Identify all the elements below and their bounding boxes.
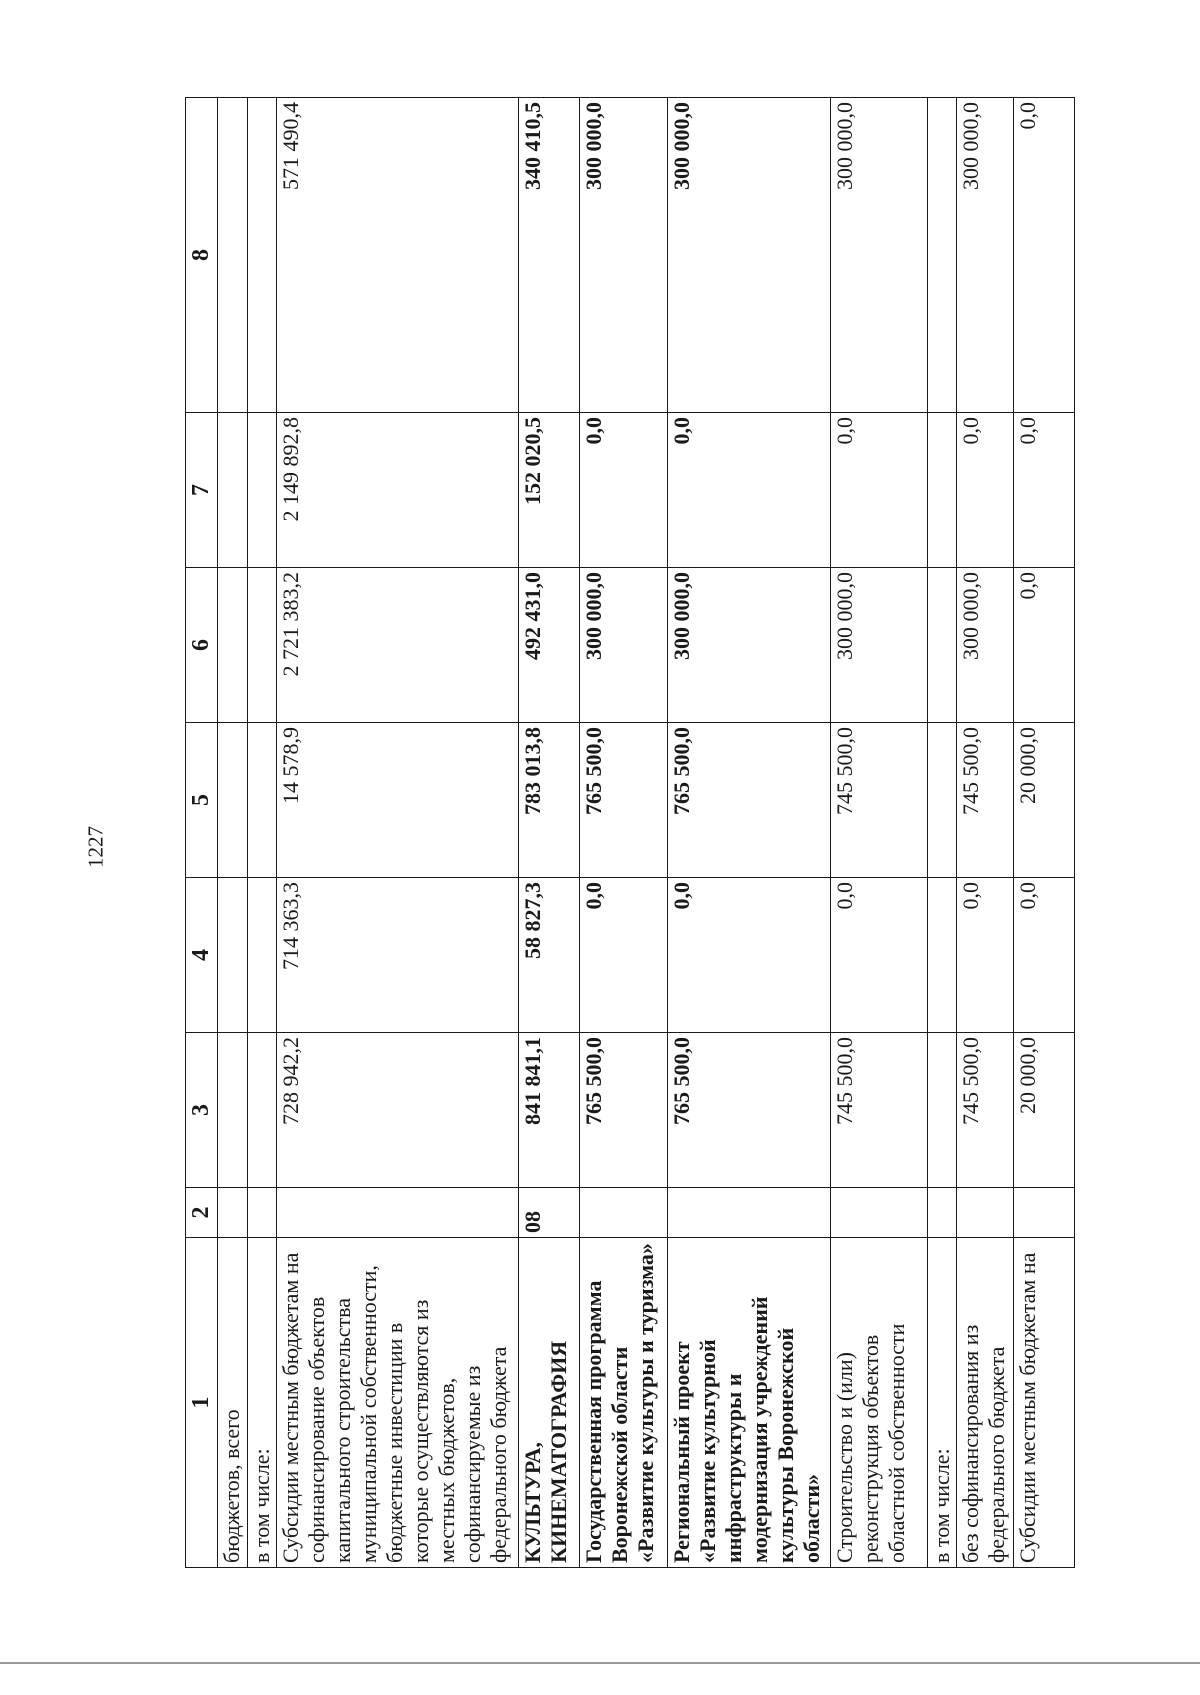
amount-cell: 728 942,2: [277, 1033, 519, 1188]
amount-cell: 783 013,8: [519, 723, 580, 878]
amount-cell: [247, 878, 277, 1033]
amount-cell: 745 500,0: [830, 723, 927, 878]
amount-cell: 745 500,0: [957, 1033, 1013, 1188]
row-label-cell: Региональный проект «Развитие культурной инфраструктуры и модернизация учреждений культуры Воронежской области»: [668, 1238, 830, 1568]
page-bottom-rule: [0, 1662, 1200, 1664]
amount-cell: 0,0: [1013, 878, 1074, 1033]
amount-cell: 300 000,0: [830, 98, 927, 413]
table-row: [580, 98, 668, 1568]
row-label-cell: Субсидии местным бюджетам на: [1013, 1238, 1074, 1568]
amount-cell: 765 500,0: [668, 1033, 830, 1188]
amount-cell: 765 500,0: [580, 723, 668, 878]
amount-cell: 20 000,0: [1013, 1033, 1074, 1188]
amount-cell: 0,0: [668, 878, 830, 1033]
table-row: [668, 98, 830, 1568]
amount-cell: 765 500,0: [668, 723, 830, 878]
amount-cell: 841 841,1: [519, 1033, 580, 1188]
column-header: 7: [186, 413, 218, 568]
amount-cell: 745 500,0: [957, 723, 1013, 878]
section-code-cell: [218, 1188, 248, 1238]
amount-cell: 0,0: [580, 878, 668, 1033]
amount-cell: [218, 413, 248, 568]
amount-cell: 745 500,0: [830, 1033, 927, 1188]
row-label-cell: Строительство и (или) реконструкция объектов областной собственности: [830, 1238, 927, 1568]
amount-cell: [927, 98, 957, 413]
column-header: 4: [186, 878, 218, 1033]
row-label-cell: КУЛЬТУРА, КИНЕМАТОГРАФИЯ: [519, 1238, 580, 1568]
column-header: 6: [186, 568, 218, 723]
amount-cell: [247, 98, 277, 413]
amount-cell: [218, 1033, 248, 1188]
table-header-row: [186, 98, 218, 1568]
amount-cell: [218, 723, 248, 878]
column-header: 5: [186, 723, 218, 878]
column-header: 1: [186, 1238, 218, 1568]
amount-cell: [247, 1033, 277, 1188]
amount-cell: 0,0: [1013, 98, 1074, 413]
section-code-cell: [957, 1188, 1013, 1238]
amount-cell: 765 500,0: [580, 1033, 668, 1188]
row-label-cell: без софинансирования из федерального бюджета: [957, 1238, 1013, 1568]
amount-cell: 300 000,0: [580, 98, 668, 413]
table-body: [218, 98, 1075, 1568]
amount-cell: 0,0: [830, 878, 927, 1033]
table-row: [218, 98, 248, 1568]
amount-cell: 0,0: [957, 878, 1013, 1033]
table-row: [247, 98, 277, 1568]
amount-cell: [927, 1033, 957, 1188]
amount-cell: [218, 878, 248, 1033]
section-code-cell: [580, 1188, 668, 1238]
row-label-cell: в том числе:: [247, 1238, 277, 1568]
row-label-cell: Государственная программа Воронежской области «Развитие культуры и туризма»: [580, 1238, 668, 1568]
amount-cell: [927, 568, 957, 723]
amount-cell: [218, 568, 248, 723]
amount-cell: 300 000,0: [957, 98, 1013, 413]
section-code-cell: [668, 1188, 830, 1238]
table-row: [519, 98, 580, 1568]
page-number: 1227: [83, 826, 108, 868]
amount-cell: 0,0: [1013, 413, 1074, 568]
amount-cell: 20 000,0: [1013, 723, 1074, 878]
amount-cell: 0,0: [1013, 568, 1074, 723]
amount-cell: 340 410,5: [519, 98, 580, 413]
amount-cell: [218, 98, 248, 413]
section-code-cell: [927, 1188, 957, 1238]
row-label-cell: бюджетов, всего: [218, 1238, 248, 1568]
amount-cell: 2 721 383,2: [277, 568, 519, 723]
amount-cell: [927, 723, 957, 878]
section-code-cell: [1013, 1188, 1074, 1238]
amount-cell: 14 578,9: [277, 723, 519, 878]
amount-cell: 0,0: [957, 413, 1013, 568]
amount-cell: 300 000,0: [668, 98, 830, 413]
amount-cell: 714 363,3: [277, 878, 519, 1033]
section-code-cell: [277, 1188, 519, 1238]
amount-cell: 300 000,0: [830, 568, 927, 723]
amount-cell: 300 000,0: [668, 568, 830, 723]
amount-cell: 58 827,3: [519, 878, 580, 1033]
amount-cell: [927, 878, 957, 1033]
column-header: 2: [186, 1188, 218, 1238]
amount-cell: 152 020,5: [519, 413, 580, 568]
table-row: [957, 98, 1013, 1568]
amount-cell: 300 000,0: [957, 568, 1013, 723]
amount-cell: 0,0: [668, 413, 830, 568]
table-row: [927, 98, 957, 1568]
amount-cell: 300 000,0: [580, 568, 668, 723]
amount-cell: 2 149 892,8: [277, 413, 519, 568]
table-row: [830, 98, 927, 1568]
section-code-cell: 08: [519, 1188, 580, 1238]
rotated-table-frame: [185, 98, 1075, 1568]
amount-cell: 492 431,0: [519, 568, 580, 723]
row-label-cell: Субсидии местным бюджетам на софинансирование объектов капитального строительства муниципальной собственности, бюджетные инвестиции в которые осуществляются из местных бюджетов, софинансируемые из федерального бюджета: [277, 1238, 519, 1568]
table-row: [1013, 98, 1074, 1568]
amount-cell: [247, 723, 277, 878]
table-row: [277, 98, 519, 1568]
budget-table: [185, 97, 1075, 1568]
section-code-cell: [830, 1188, 927, 1238]
amount-cell: [247, 413, 277, 568]
column-header: 8: [186, 98, 218, 413]
amount-cell: [927, 413, 957, 568]
amount-cell: [247, 568, 277, 723]
row-label-cell: в том числе:: [927, 1238, 957, 1568]
amount-cell: 0,0: [580, 413, 668, 568]
amount-cell: 571 490,4: [277, 98, 519, 413]
section-code-cell: [247, 1188, 277, 1238]
column-header: 3: [186, 1033, 218, 1188]
amount-cell: 0,0: [830, 413, 927, 568]
